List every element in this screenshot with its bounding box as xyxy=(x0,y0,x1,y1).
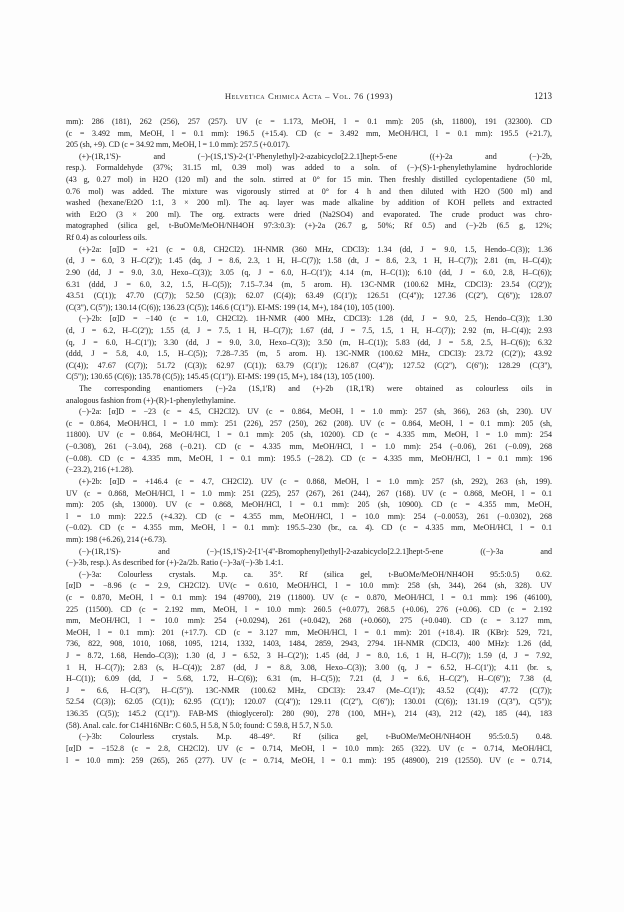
text-line: 1 H, H–C(7)); 2.83 (s, H–C(4)); 2.87 (dd, J = 8.8, 3.08, Hexo–C(3)); 3.00 (q, J = 6.52, H–C(1')); 4.11 (br. s, xyxy=(66,662,552,672)
text-line: mm): 198 (+6.26), 214 (+6.73). xyxy=(66,534,167,544)
text-line: l = 10.0 mm): 259 (265), 265 (277). UV (c = 0.714, MeOH, l = 0.1 mm): 195 (48900), 219 (12550). UV (c = 0.714, xyxy=(66,755,552,765)
text-line: (−)-3b, resp.). As described for (+)-2a/2b. Ratio (−)-3a/(−)-3b 1.4:1. xyxy=(66,558,284,568)
text-line: (−0.08). CD (c = 4.335 mm, MeOH, l = 0.1 mm): 195.5 (−28.2). CD (c = 4.335 mm, MeOH/HCl, l = 0.1 mm): 196 xyxy=(66,453,552,463)
text-line: (d, J = 6.0, 3 H–C(2')); 1.45 (dq, J = 8.6, 2.3, 1 H, H–C(7)); 1.58 (dt, J = 8.6, 2.3, 1 H, H–C(7)); 2.81 (m, H–C(4)); xyxy=(66,256,552,266)
text-line: (+)-2b: [α]D = +146.4 (c = 4.7, CH2Cl2). UV (c = 0.868, MeOH, l = 1.0 mm): 257 (sh, 292), 263 (sh, 199). xyxy=(79,476,552,486)
text-line: 43.51 (C(1)); 47.70 (C(7)); 52.50 (C(3)); 62.07 (C(4)); 63.49 (C(1')); 126.51 (C(4'')); 127.36 (C(2''), C(6'')); 128.07 xyxy=(66,291,552,301)
text-line: l = 1.0 mm): 222.5 (+4.32). CD (c = 4.355 mm, MeOH/HCl, l = 10.0 mm): 254 (−0.0053), 261 (−0.0302), 268 xyxy=(66,511,552,521)
text-line: (c = 0.870, MeOH, l = 0.1 mm): 194 (49700), 219 (11800). UV (c = 0.870, MeOH/HCl, l = 0.1 mm): 196 (46100), xyxy=(66,592,552,602)
text-line: (c = 0.864, MeOH/HCl, l = 1.0 mm): 251 (226), 257 (250), 262 (208). UV (c = 0.864, MeOH, l = 0.1 mm): 205 (sh, xyxy=(66,418,552,428)
text-line: J = 8.72, 1.68, Hendo–C(3)); 1.30 (d, J = 6.52, 3 H–C(2')); 1.45 (dd, J = 8.0, 1.6, 1 H, H–C(7)); 1.59 (d, J = 7.92, xyxy=(66,651,552,661)
text-line: (−)-3b: Colourless crystals. M.p. 48–49°. Rf (silica gel, t-BuOMe/MeOH/NH4OH 95:5:0.5) 0.48. xyxy=(79,732,552,742)
text-line: 225 (11500). CD (c = 2.192 mm, MeOH, l = 10.0 mm): 260.5 (+0.077), 268.5 (+0.06), 276 (+0.06). CD (c = 2.192 xyxy=(66,604,552,614)
text-line: (c = 3.492 mm, MeOH, l = 0.1 mm): 196.5 (+15.4). CD (c = 3.492 mm, MeOH/HCl, l = 0.1 mm): 195.5 (+21.7), xyxy=(66,128,552,138)
text-line: MeOH, l = 0.1 mm): 201 (+17.7). CD (c = 3.127 mm, MeOH/HCl, l = 0.1 mm): 201 (+18.4). IR (KBr): 529, 721, xyxy=(66,627,552,637)
text-line: 52.54 (C(3)); 62.05 (C(1)); 62.95 (C(1')); 120.07 (C(4'')); 129.11 (C(2''), C(6'')); 130.01 (C(6)); 131.19 (C(3''), C(5'')); xyxy=(66,697,552,707)
text-line: H–C(1)); 6.09 (dd, J = 5.68, 1.72, H–C(6)); 6.31 (m, H–C(5)); 7.21 (d, J = 6.6, H–C(2''), H–C(6'')); 7.38 (d, xyxy=(66,674,552,684)
text-line: (−)-(1R,1'S)- and (−)-(1S,1'S)-2-[1'-(4''-Bromophenyl)ethyl]-2-azabicyclo[2.2.1]hept-5-ene ((−)-3a and xyxy=(79,546,552,556)
text-line: C(5'')); 130.65 (C(6)); 135.78 (C(5)); 145.45 (C(1'')). EI-MS: 199 (15, M+), 184 (13), 105 (100). xyxy=(66,372,375,382)
text-line: 736, 822, 908, 1010, 1068, 1095, 1214, 1332, 1403, 1484, 2859, 2943, 2794. 1H-NMR (CDCl3, 400 MHz): 1.26 (dd, xyxy=(66,639,552,649)
text-line: 205 (sh, +9). CD (c = 34.92 mm, MeOH, l = 1.0 mm): 257.5 (+0.017). xyxy=(66,140,290,150)
text-line: 11800). UV (c = 0.864, MeOH/HCl, l = 0.1 mm): 205 (sh, 10200). CD (c = 4.335 mm, MeOH, l = 1.0 mm): 254 xyxy=(66,430,552,440)
text-line: with Et2O (3 × 200 ml). The org. extracts were dried (Na2SO4) and evaporated. The crude product was chro- xyxy=(66,209,552,219)
text-line: mm, MeOH/HCl, l = 10.0 mm): 254 (+0.0294), 261 (+0.042), 268 (+0.060), 275 (+0.040). CD (c = 3.127 mm, xyxy=(66,616,552,626)
text-line: 136.35 (C(5)); 145.2 (C(1'')). FAB-MS (thioglycerol): 280 (90), 278 (100, MH+), 214 (43), 212 (42), 185 (44), 183 xyxy=(66,709,552,719)
text-line: (58). Anal. calc. for C14H16NBr: C 60.5, H 5.8, N 5.0; found: C 59.8, H 5.7, N 5.0. xyxy=(66,720,333,730)
text-line: The corresponding enantiomers (−)-2a (1S,1'R) and (+)-2b (1R,1'R) were obtained as colourless oils in xyxy=(79,384,552,394)
journal-title: Helvetica Chimica Acta – Vol. 76 (1993) xyxy=(224,91,394,101)
text-line: (−23.2), 216 (+1.28). xyxy=(66,465,134,475)
text-line: analogous fashion from (+)-(R)-1-phenylethylamine. xyxy=(66,395,236,405)
text-line: (q, J = 6.0, H–C(1')); 3.30 (dd, J = 9.0, 3.0, Hexo–C(3)); 3.50 (m, H–C(1)); 5.83 (dd, J = 5.8, 2.5, H–C(6)); 6.32 xyxy=(66,337,552,347)
text-line: (+)-2a: [α]D = +21 (c = 0.8, CH2Cl2). 1H-NMR (360 MHz, CDCl3): 1.34 (dd, J = 9.0, 1.5, Hendo–C(3)); 1.36 xyxy=(79,244,552,254)
text-line: resp.). Formaldehyde (37%; 31.15 ml, 0.39 mol) was added to a soln. of (−)-(S)-1-phenylethylamine hydrochloride xyxy=(66,163,552,173)
text-line: (ddd, J = 5.8, 4.0, 1.5, H–C(5)); 7.28–7.35 (m, 5 arom. H). 13C-NMR (100.62 MHz, CDCl3): 23.72 (C(2')); 43.92 xyxy=(66,349,552,359)
text-line: J = 6.6, H–C(3''), H–C(5'')). 13C-NMR (100.62 MHz, CDCl3): 23.47 (Me–C(1')); 43.52 (C(4)); 47.72 (C(7)); xyxy=(66,685,552,695)
text-line: Rf 0.4) as colourless oils. xyxy=(66,233,148,243)
text-line: 0.76 mol) was added. The mixture was vigorously stirred at 0° for 4 h and then diluted with H2O (500 ml) and xyxy=(66,186,552,196)
running-header xyxy=(66,91,552,105)
text-line: 2.90 (dd, J = 9.0, 3.0, Hexo–C(3)); 3.05 (q, J = 6.0, H–C(1')); 4.14 (m, H–C(1)); 6.10 (dd, J = 6.0, 2.8, H–C(6)); xyxy=(66,267,552,277)
text-line: (+)-(1R,1'S)- and (−)-(1S,1'S)-2-(1'-Phenylethyl)-2-azabicyclo[2.2.1]hept-5-ene ((+)-2a and (−)-2b, xyxy=(79,151,552,161)
text-line: (−0.02). CD (c = 4.355 mm, MeOH, l = 0.1 mm): 195.5–230 (br., ca. 4). CD (c = 4.335 mm, MeOH/HCl, l = 0.1 xyxy=(66,523,552,533)
body-text xyxy=(66,116,552,766)
text-line: (C(4)); 47.67 (C(7)); 51.72 (C(3)); 62.97 (C(1)); 63.79 (C(1')); 126.87 (C(4'')); 127.52 (C(2''), C(6'')); 128.29 (C(3''), xyxy=(66,360,552,370)
text-line: [α]D = −152.8 (c = 2.8, CH2Cl2). UV (c = 0.714, MeOH, l = 10.0 mm): 265 (322). UV (c = 0.714, MeOH/HCl, xyxy=(66,743,552,753)
text-line: [α]D = −8.96 (c = 2.9, CH2Cl2). UV(c = 0.610, MeOH/HCl, l = 10.0 mm): 258 (sh, 344), 264 (sh, 328). UV xyxy=(66,581,552,591)
text-line: mm): 205 (sh, 13000). UV (c = 0.868, MeOH/HCl, l = 0.1 mm): 205 (sh, 10900). CD (c = 4.355 mm, MeOH, xyxy=(66,500,552,510)
text-line: mm): 286 (181), 262 (256), 257 (257). UV (c = 1.173, MeOH, l = 0.1 mm): 205 (sh, 11800), 191 (32300). CD xyxy=(66,117,552,126)
text-line: 6.31 (ddd, J = 6.0, 3.2, 1.5, H–C(5)); 7.15–7.34 (m, 5 arom. H). 13C-NMR (100.62 MHz, CDCl3): 23.54 (C(2')); xyxy=(66,279,552,289)
text-line: (−0.308), 261 (−3.04), 268 (−0.21). CD (c = 4.335 mm, MeOH/HCl, l = 1.0 mm): 254 (−0.06), 261 (−0.09), 268 xyxy=(66,442,552,452)
text-line: (43 g, 0.27 mol) in H2O (120 ml) and the soln. stirred at 0° for 15 min. Then freshly distilled cyclopentadiene (50 ml, xyxy=(66,175,552,185)
text-line: (d, J = 6.2, H–C(2')); 1.55 (d, J = 7.5, 1 H, H–C(7)); 1.67 (dd, J = 7.5, 1.5, 1 H, H–C(7)); 2.92 (m, H–C(4)); 2.93 xyxy=(66,325,552,335)
text-line: (−)-3a: Colourless crystals. M.p. ca. 35°. Rf (silica gel, t-BuOMe/MeOH/NH4OH 95:5:0.5) 0.62. xyxy=(79,569,552,579)
text-line: washed (hexane/Et2O 1:1, 3 × 200 ml). The aq. layer was made alkaline by addition of KOH pellets and extracted xyxy=(66,198,552,208)
text-line: (C(3''), C(5'')); 130.14 (C(6)); 136.23 (C(5)); 146.6 (C(1'')). EI-MS: 199 (14, M+), 184 (10), 105 (100). xyxy=(66,302,395,312)
text-line: matographed (silica gel, t-BuOMe/MeOH/NH4OH 97:3:0.3): (+)-2a (26.7 g, 50%; Rf 0.5) and (−)-2b (6.5 g, 12%; xyxy=(66,221,552,231)
text-line: UV (c = 0.868, MeOH/HCl, l = 1.0 mm): 251 (225), 257 (267), 261 (244), 267 (168). UV (c = 0.868, MeOH, l = 0.1 xyxy=(66,488,552,498)
text-line: (−)-2a: [α]D = −23 (c = 4.5, CH2Cl2). UV (c = 0.864, MeOH, l = 1.0 mm): 257 (sh, 366), 263 (sh, 230). UV xyxy=(79,407,552,417)
text-line: (−)-2b: [α]D = −140 (c = 1.0, CH2Cl2). 1H-NMR (400 MHz, CDCl3): 1.28 (dd, J = 9.0, 2.5, Hendo–C(3)); 1.30 xyxy=(79,314,552,324)
page-number: 1213 xyxy=(534,91,552,101)
